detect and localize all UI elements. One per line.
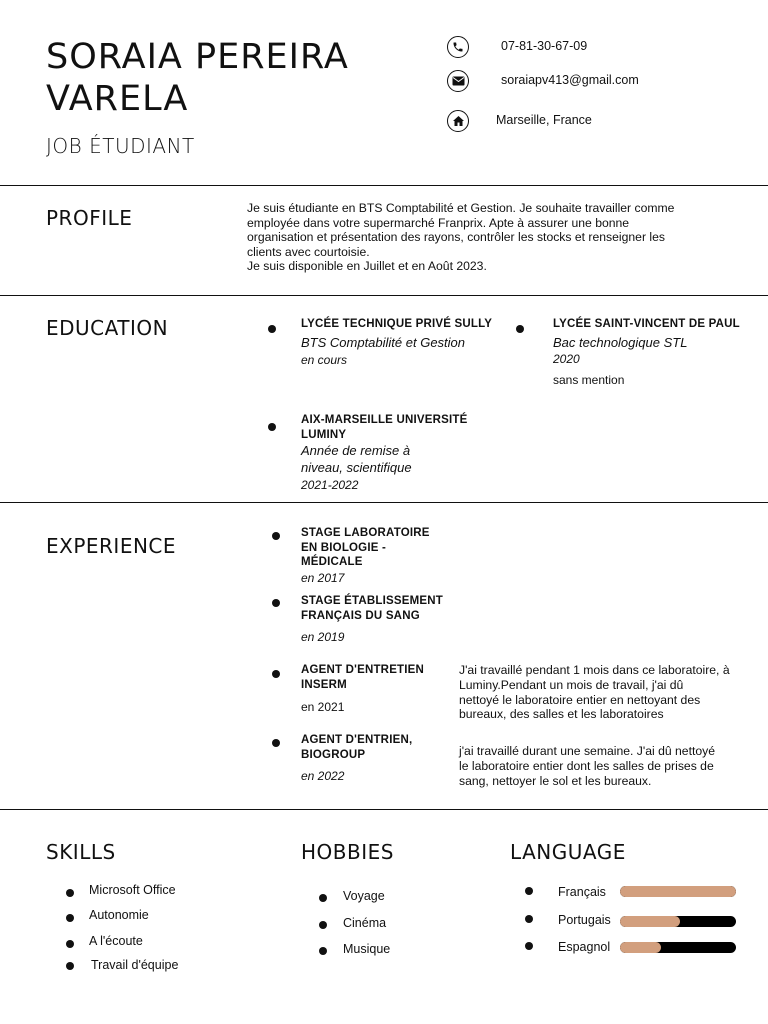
bullet: [272, 739, 280, 747]
profile-text: [247, 201, 717, 274]
degree-line: Année de remise à: [301, 443, 411, 458]
job-date: en 2022: [301, 769, 345, 783]
job-description: [459, 663, 759, 722]
phone-number[interactable]: 07-81-30-67-09: [501, 39, 588, 53]
bullet: [272, 670, 280, 678]
job-name-line: MÉDICALE: [301, 556, 363, 568]
bullet: [272, 532, 280, 540]
description-line: Luminy.Pendant un mois de travail, j'ai dû: [459, 677, 684, 692]
skill-item: A l'écoute: [89, 934, 143, 948]
job-name-line: INSERM: [301, 678, 347, 691]
bullet: [516, 325, 524, 333]
degree-line: niveau, scientifique: [301, 459, 412, 475]
hobby-item: Cinéma: [343, 916, 387, 930]
skill-item: Autonomie: [89, 908, 149, 922]
job-date: en 2021: [301, 700, 345, 714]
school-name: LYCÉE SAINT-VINCENT DE PAUL: [553, 318, 740, 330]
language-level-fill: [620, 886, 736, 897]
hobbies-heading: HOBBIES: [301, 840, 394, 864]
bullet: [66, 889, 74, 897]
job-description: [459, 744, 759, 788]
divider: [0, 295, 768, 296]
bullet: [66, 962, 74, 970]
candidate-name: [46, 36, 349, 120]
divider: [0, 809, 768, 810]
degree: Bac technologique STL: [553, 335, 688, 350]
language-name: Portugais: [558, 913, 611, 927]
period: 2021-2022: [301, 478, 359, 492]
language-name: Français: [558, 885, 606, 899]
description-line: j'ai travaillé durant une semaine. J'ai dû nettoyé: [459, 744, 716, 758]
job-name: [301, 663, 424, 692]
experience-heading: EXPERIENCE: [46, 534, 177, 558]
bullet: [319, 921, 327, 929]
bullet: [272, 599, 280, 607]
school-name-line: AIX-MARSEILLE UNIVERSITÉ: [301, 414, 468, 426]
job-date: en 2017: [301, 571, 345, 585]
bullet: [525, 887, 533, 895]
divider: [0, 502, 768, 503]
language-level-bar: [620, 886, 736, 897]
profile-line: employée dans votre supermarché Franprix. Apte à assurer une bonne: [247, 215, 630, 230]
skill-item: Microsoft Office: [89, 883, 176, 897]
job-name-line: FRANÇAIS DU SANG: [301, 609, 420, 622]
bullet: [268, 423, 276, 431]
grade-note: sans mention: [553, 373, 625, 387]
envelope-icon: [447, 70, 469, 92]
bullet: [319, 894, 327, 902]
profile-line: clients avec courtoisie.: [247, 244, 370, 259]
language-level-bar: [620, 942, 736, 953]
description-line: le laboratoire entier dont les salles de prises de: [459, 758, 714, 773]
home-icon: [447, 110, 469, 132]
description-line: sang, nettoyer le sol et les bureaux.: [459, 773, 652, 788]
language-heading: LANGUAGE: [510, 840, 626, 864]
language-level-fill: [620, 916, 680, 927]
phone-icon: [447, 36, 469, 58]
email-address[interactable]: soraiapv413@gmail.com: [501, 73, 639, 87]
description-line: J'ai travaillé pendant 1 mois dans ce laboratoire, à: [459, 663, 730, 677]
bullet: [66, 940, 74, 948]
bullet: [268, 325, 276, 333]
degree: BTS Comptabilité et Gestion: [301, 335, 466, 350]
profile-line: organisation et présentation des rayons, contrôler les stocks et renseigner les: [247, 230, 665, 245]
skills-heading: SKILLS: [46, 840, 116, 864]
hobby-item: Voyage: [343, 889, 385, 903]
language-name: Espagnol: [558, 940, 611, 954]
hobby-item: Musique: [343, 942, 391, 956]
description-line: bureaux, des salles et les laboratoires: [459, 707, 664, 722]
job-name-line: BIOGROUP: [301, 748, 366, 761]
location: Marseille, France: [496, 113, 592, 127]
skill-item: Travail d'équipe: [91, 958, 179, 972]
profile-line: Je suis disponible en Juillet et en Août 2023.: [247, 259, 487, 274]
bullet: [525, 942, 533, 950]
profile-line: Je suis étudiante en BTS Comptabilité et Gestion. Je souhaite travailler comme: [247, 201, 675, 215]
job-name: [301, 594, 443, 623]
period: 2020: [553, 352, 580, 366]
bullet: [66, 914, 74, 922]
job-name-line: AGENT D'ENTRETIEN: [301, 664, 425, 676]
name-line-2: VARELA: [46, 79, 189, 119]
degree: [301, 443, 412, 476]
job-name-line: AGENT D'ENTRIEN,: [301, 734, 413, 746]
profile-heading: PROFILE: [46, 206, 133, 230]
bullet: [319, 947, 327, 955]
language-level-bar: [620, 916, 736, 927]
job-name: [301, 733, 412, 762]
description-line: nettoyé le laboratoire entier en nettoyant des: [459, 692, 701, 707]
job-title: JOB ÉTUDIANT: [46, 134, 195, 158]
school-name: [301, 413, 467, 442]
divider: [0, 185, 768, 186]
name-line-1: SORAIA PEREIRA: [46, 37, 349, 77]
job-name-line: EN BIOLOGIE -: [301, 541, 387, 554]
job-name-line: STAGE LABORATOIRE: [301, 527, 430, 539]
period: en cours: [301, 353, 348, 367]
school-name-line: LUMINY: [301, 428, 347, 441]
school-name: LYCÉE TECHNIQUE PRIVÉ SULLY: [301, 318, 493, 330]
language-level-fill: [620, 942, 661, 953]
job-name: [301, 526, 430, 570]
bullet: [525, 915, 533, 923]
job-date: en 2019: [301, 630, 345, 644]
job-name-line: STAGE ÉTABLISSEMENT: [301, 595, 444, 607]
education-heading: EDUCATION: [46, 316, 169, 340]
